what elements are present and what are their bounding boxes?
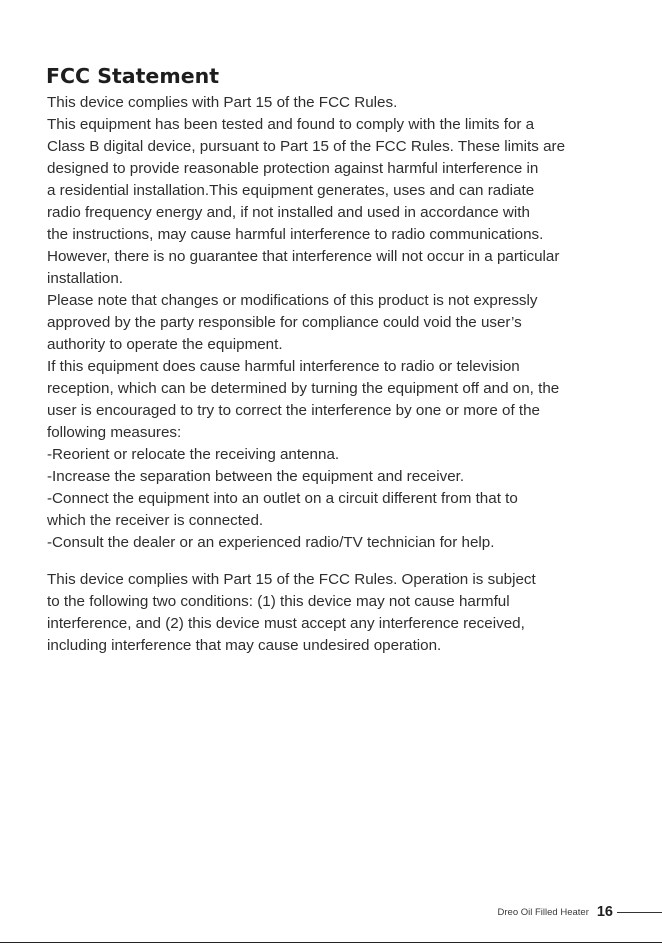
text-line: However, there is no guarantee that interference will not occur in a particular xyxy=(47,248,560,265)
measure-item: -Increase the separation between the equipment and receiver. xyxy=(47,468,465,485)
measure-item: -Consult the dealer or an experienced radio/TV technician for help. xyxy=(47,534,495,551)
footer-divider xyxy=(617,912,662,913)
text-line: This equipment has been tested and found to comply with the limits for a xyxy=(47,116,535,133)
measure-item: -Reorient or relocate the receiving antenna. xyxy=(47,446,340,463)
fcc-paragraph-2 xyxy=(47,569,647,657)
fcc-statement-body xyxy=(47,92,647,657)
text-line: user is encouraged to try to correct the interference by one or more of the xyxy=(47,402,541,419)
text-line: interference, and (2) this device must accept any interference received, xyxy=(47,615,525,632)
text-line: Class B digital device, pursuant to Part 15 of the FCC Rules. These limits are xyxy=(47,138,566,155)
text-line: including interference that may cause undesired operation. xyxy=(47,637,442,654)
text-line: following measures: xyxy=(47,424,182,441)
text-line: This device complies with Part 15 of the FCC Rules. xyxy=(47,94,398,111)
text-line: designed to provide reasonable protection against harmful interference in xyxy=(47,160,539,177)
page-footer xyxy=(498,902,662,922)
text-line: the instructions, may cause harmful interference to radio communications. xyxy=(47,226,544,243)
text-line: a residential installation.This equipment generates, uses and can radiate xyxy=(47,182,535,199)
text-line: radio frequency energy and, if not installed and used in accordance with xyxy=(47,204,530,221)
text-line: If this equipment does cause harmful interference to radio or television xyxy=(47,358,520,375)
text-line: This device complies with Part 15 of the FCC Rules. Operation is subject xyxy=(47,571,536,588)
page-bottom-divider xyxy=(0,942,662,943)
text-line: Please note that changes or modifications of this product is not expressly xyxy=(47,292,538,309)
measure-item: -Connect the equipment into an outlet on a circuit different from that to xyxy=(47,490,518,507)
text-line: which the receiver is connected. xyxy=(47,512,264,529)
text-line: reception, which can be determined by turning the equipment off and on, the xyxy=(47,380,560,397)
footer-product-name: Dreo Oil Filled Heater xyxy=(497,906,589,918)
text-line: to the following two conditions: (1) this device may not cause harmful xyxy=(47,593,510,610)
page-title: FCC Statement xyxy=(46,64,219,88)
text-line: authority to operate the equipment. xyxy=(47,336,283,353)
text-line: installation. xyxy=(47,270,123,287)
page-number: 16 xyxy=(596,904,613,920)
fcc-paragraph-1 xyxy=(47,92,647,554)
text-line: approved by the party responsible for compliance could void the user’s xyxy=(47,314,522,331)
